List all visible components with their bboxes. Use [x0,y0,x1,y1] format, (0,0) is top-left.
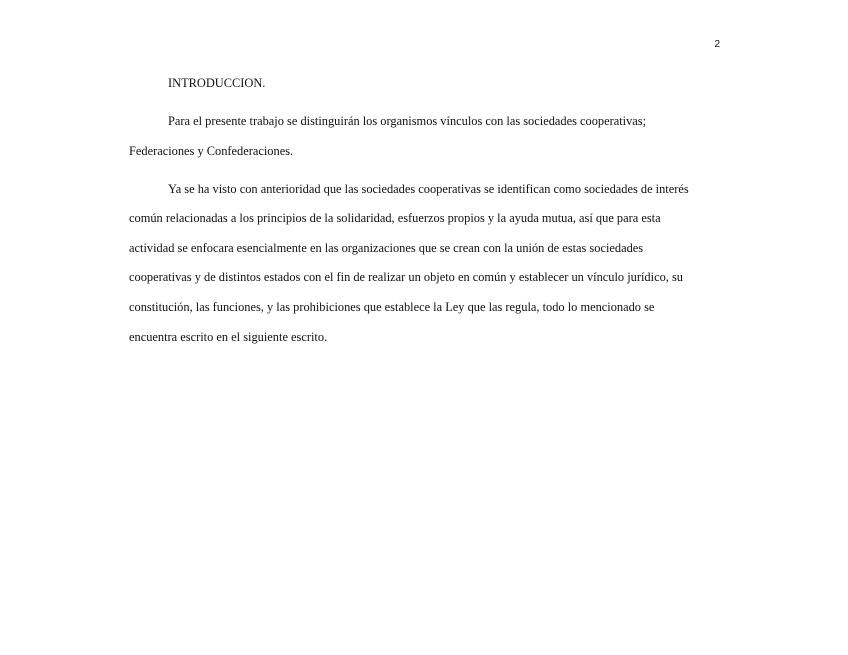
paragraph-line: constitución, las funciones, y las prohibiciones que establece la Ley que las regula, todo lo mencionado se [129,300,655,314]
section-heading: INTRODUCCION. [168,76,266,90]
paragraph-line: actividad se enfocara esencialmente en las organizaciones que se crean con la unión de estas sociedades [129,241,644,255]
page-number: 2 [714,39,720,50]
paragraph-line: común relacionadas a los principios de la solidaridad, esfuerzos propios y la ayuda mutua, así que para esta [129,211,661,225]
paragraph-line: encuentra escrito en el siguiente escrito. [129,330,328,344]
paragraph-line: cooperativas y de distintos estados con el fin de realizar un objeto en común y establecer un vínculo jurídico, su [129,270,683,284]
paragraph-line: Para el presente trabajo se distinguirán los organismos vínculos con las sociedades cooperativas; [168,114,647,128]
paragraph-line: Ya se ha visto con anterioridad que las sociedades cooperativas se identifican como sociedades de interés [168,182,689,196]
paragraph-line: Federaciones y Confederaciones. [129,144,294,158]
